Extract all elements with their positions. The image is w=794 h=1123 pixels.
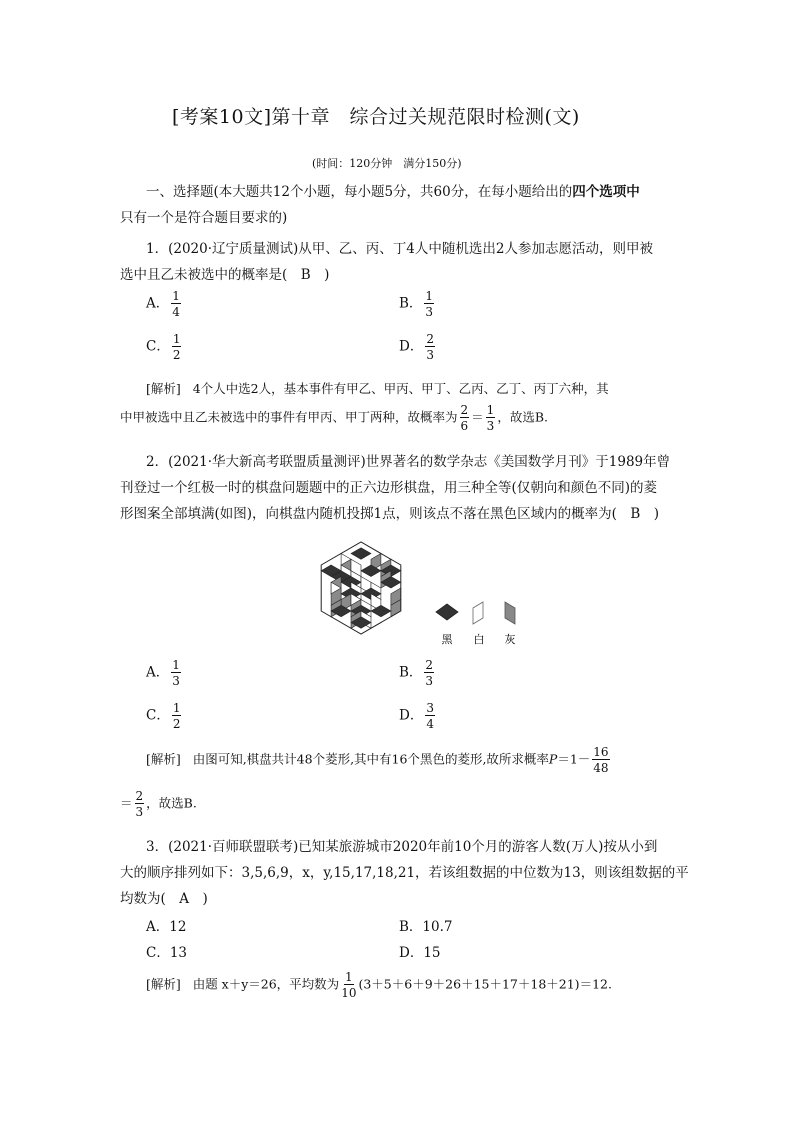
- q3-option-d: [399, 941, 441, 961]
- option-value: 13: [169, 945, 188, 961]
- hexagon-board-figure: [296, 530, 526, 650]
- option-label: A．: [146, 664, 170, 681]
- jiexi-tag: [解析]: [146, 976, 181, 992]
- option-label: B．: [399, 295, 423, 312]
- fraction-numerator: 1: [172, 658, 180, 672]
- fraction-denominator: 3: [425, 305, 434, 319]
- option-fraction: [425, 333, 435, 361]
- legend-label-white: 白: [473, 633, 485, 646]
- q3-stem-line2: 大的顺序排列如下：3,5,6,9，x，y,15,17,18,21，若该组数据的中位数为13，则该组数据的平: [120, 865, 689, 881]
- option-fraction: [425, 702, 435, 730]
- q3-option-a: [146, 915, 186, 935]
- fraction-numerator: 1: [486, 403, 495, 417]
- q1-option-b: [399, 290, 436, 318]
- option-label: B．: [399, 919, 423, 935]
- legend-black-rhombus: [436, 604, 458, 620]
- section-heading: [146, 180, 640, 200]
- fraction-numerator: 1: [172, 701, 181, 715]
- q1-solution-line2: [120, 404, 548, 432]
- solution-text: 中甲被选中且乙未被选中的事件有甲丙、甲丁两种，故概率为: [120, 409, 458, 425]
- q3-option-c: [146, 941, 187, 961]
- solution-fraction: [341, 971, 356, 999]
- jiexi-tag: [解析]: [146, 751, 181, 767]
- option-label: B．: [399, 664, 423, 681]
- option-fraction: [424, 659, 434, 687]
- q1-option-c: [146, 333, 183, 361]
- fraction-denominator: 3: [426, 348, 434, 362]
- fraction-denominator: 4: [426, 717, 434, 731]
- option-label: D．: [399, 707, 424, 724]
- fraction-denominator: 3: [425, 674, 434, 688]
- q3-stem-line3: 均数为( A ): [120, 891, 208, 907]
- section-heading-line2: 只有一个是符合题目要求的): [120, 210, 288, 226]
- option-label: D．: [399, 945, 424, 961]
- option-value: 15: [423, 945, 441, 961]
- option-fraction: [171, 659, 181, 687]
- q2-stem-line2: 刊登过一个红极一时的棋盘问题题中的正六边形棋盘，用三种全等(仅朝向和颜色不同)的菱: [120, 480, 658, 496]
- section-heading-text: 一、选择题(本大题共12个小题，每小题5分，共60分，在每小题给出的: [146, 184, 573, 200]
- q2-option-b: [399, 659, 436, 687]
- fraction-denominator: 10: [341, 986, 357, 1000]
- fraction-numerator: 3: [426, 701, 434, 715]
- q2-solution-line2: [120, 790, 197, 818]
- q3-stem-line1: 3．(2021·百师联盟联考)已知某旅游城市2020年前10个月的游客人数(万人)按从小到: [146, 839, 658, 855]
- q2-stem-line1: 2．(2021·华大新高考联盟质量测评)世界著名的数学杂志《美国数学月刊》于1989年曾: [146, 454, 671, 470]
- q1-option-a: [146, 290, 183, 318]
- fraction-denominator: 3: [135, 805, 144, 819]
- fraction-numerator: 1: [425, 289, 434, 303]
- legend-label-black: 黑: [441, 633, 453, 646]
- legend-label-gray: 灰: [504, 633, 516, 646]
- solution-text: 由题 x＋y＝26，平均数为: [192, 976, 340, 992]
- option-label: C．: [146, 338, 170, 355]
- option-value: 10.7: [422, 919, 453, 935]
- fraction-numerator: 1: [172, 332, 181, 346]
- solution-fraction: [592, 746, 609, 774]
- solution-text: ＝: [120, 795, 133, 811]
- q2-solution-line1: [146, 746, 612, 774]
- solution-text: ，故选B.: [497, 409, 548, 425]
- solution-text: ＝1－: [557, 751, 591, 767]
- q3-solution: [146, 971, 612, 999]
- fraction-denominator: 6: [460, 419, 469, 433]
- q1-option-d: [399, 333, 437, 361]
- q2-option-a: [146, 659, 183, 687]
- board-rhombus: [351, 548, 371, 560]
- option-label: C．: [146, 945, 170, 961]
- fraction-numerator: 1: [172, 289, 180, 303]
- exam-subtitle: (时间：120分钟 满分150分): [312, 157, 462, 170]
- equals-sign: ＝: [471, 409, 484, 425]
- solution-text: 4个人中选2人，基本事件有甲乙、甲丙、甲丁、乙丙、乙丁、丙丁六种，其: [192, 381, 609, 396]
- page-title: [考案10文]第十章 综合过关规范限时检测(文): [172, 106, 580, 128]
- q2-stem-line3: 形图案全部填满(如图)，向棋盘内随机投掷1点，则该点不落在黑色区域内的概率为( B ): [120, 506, 660, 522]
- option-fraction: [172, 333, 182, 361]
- solution-text: 由图可知,棋盘共计48个菱形,其中有16个黑色的菱形,故所求概率: [192, 751, 549, 767]
- q2-option-d: [399, 702, 437, 730]
- section-heading-bold: 四个选项中: [572, 184, 640, 200]
- q1-stem-line2: 选中且乙未被选中的概率是( B ): [120, 267, 330, 283]
- fraction-denominator: 2: [172, 348, 181, 362]
- fraction-numerator: 16: [593, 745, 609, 759]
- q3-option-b: [399, 915, 452, 935]
- option-label: A．: [146, 295, 170, 312]
- option-value: 12: [169, 919, 187, 935]
- probability-symbol: P: [548, 751, 558, 767]
- fraction-numerator: 2: [460, 403, 469, 417]
- solution-fraction: [135, 790, 145, 818]
- q1-solution-line1: [146, 379, 609, 397]
- fraction-numerator: 2: [426, 332, 434, 346]
- fraction-denominator: 3: [172, 674, 180, 688]
- option-fraction: [171, 290, 181, 318]
- legend-gray-rhombus: [505, 602, 515, 624]
- option-fraction: [172, 702, 182, 730]
- option-label: C．: [146, 707, 170, 724]
- fraction-denominator: 4: [172, 305, 180, 319]
- q1-stem-line1: 1．(2020·辽宁质量测试)从甲、乙、丙、丁4人中随机选出2人参加志愿活动，则甲被: [146, 241, 653, 257]
- fraction-denominator: 3: [486, 419, 495, 433]
- hexagon-board: [321, 542, 401, 634]
- jiexi-tag: [解析]: [146, 381, 181, 396]
- fraction-denominator: 48: [593, 761, 609, 775]
- solution-text: ，故选B.: [146, 795, 197, 811]
- q2-option-c: [146, 702, 183, 730]
- legend-white-rhombus: [473, 602, 483, 624]
- solution-text: (3＋5＋6＋9＋26＋15＋17＋18＋21)＝12.: [358, 976, 612, 992]
- solution-fraction: [486, 404, 496, 432]
- fraction-numerator: 2: [135, 789, 144, 803]
- solution-fraction: [460, 404, 470, 432]
- fraction-numerator: 2: [425, 658, 434, 672]
- fraction-numerator: 1: [345, 970, 353, 984]
- fraction-denominator: 2: [172, 717, 181, 731]
- option-label: A．: [146, 919, 170, 935]
- option-label: D．: [399, 338, 424, 355]
- option-fraction: [424, 290, 434, 318]
